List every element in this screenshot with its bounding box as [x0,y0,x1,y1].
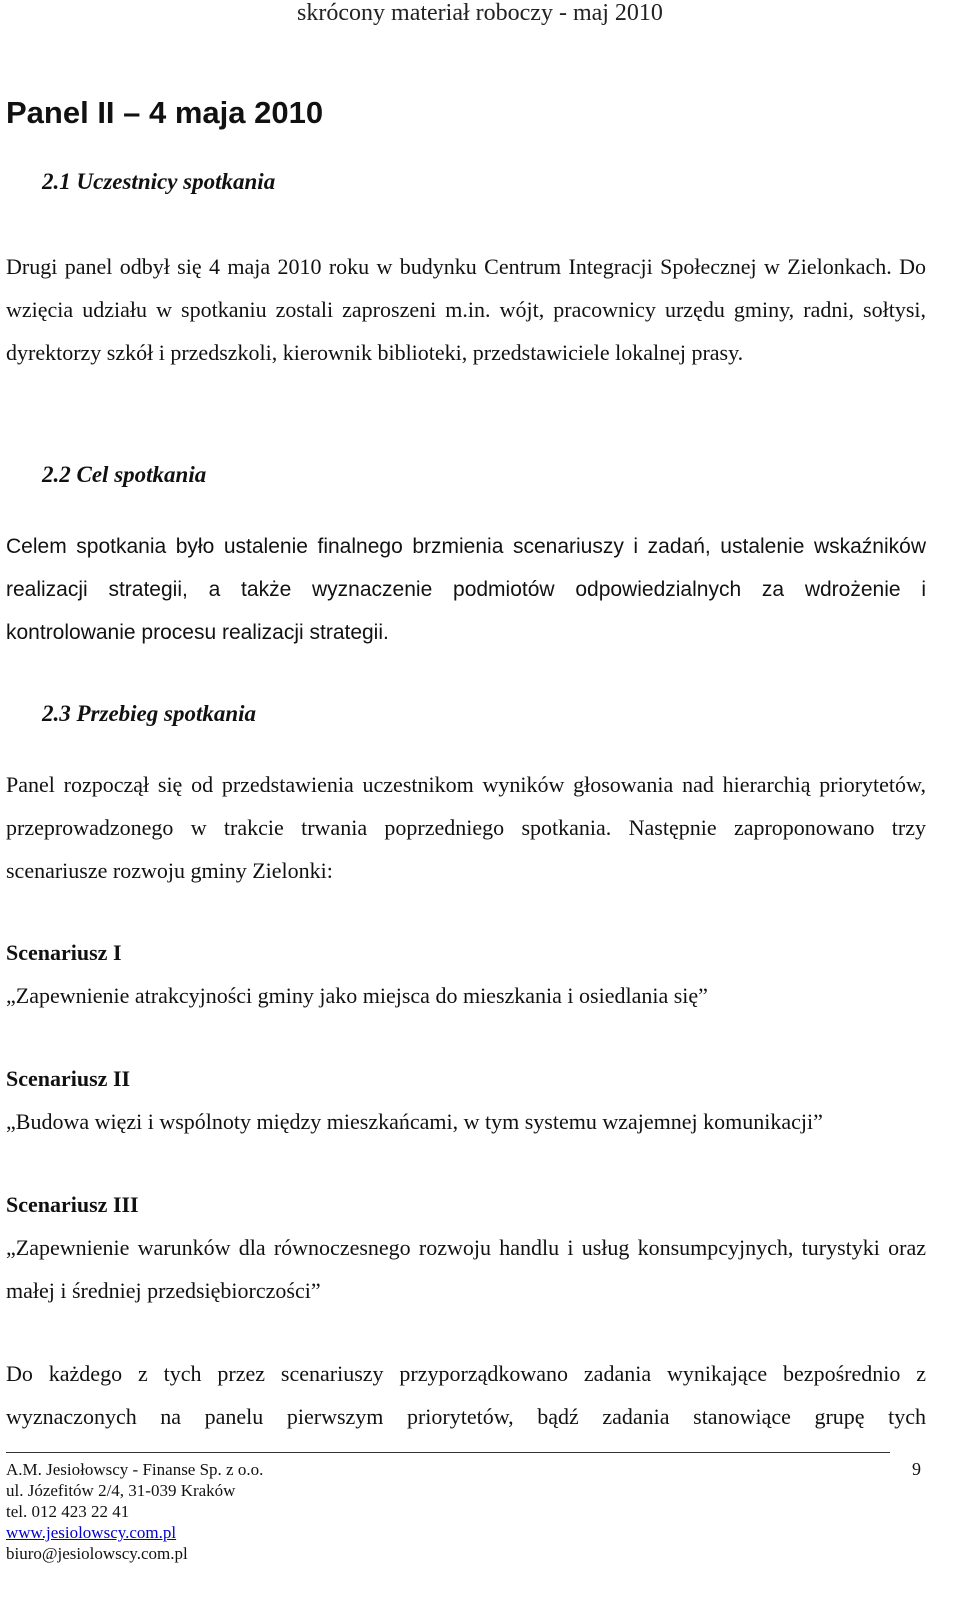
section-body-goal: Celem spotkania było ustalenie finalnego brzmienia scenariuszy i zadań, ustalenie wskaźników realizacji strategii, a także wyznaczenie podmiotów odpowiedzialnych za wdrożenie i kontrolowanie procesu realizacji strategii. [6,535,926,644]
section-heading-goal: 2.2 Cel spotkania [42,462,207,487]
page-number: 9 [912,1459,921,1479]
footer-address: ul. Józefitów 2/4, 31-039 Kraków [6,1481,236,1500]
page-title: Panel II – 4 maja 2010 [6,95,324,130]
footer-divider [6,1452,890,1453]
section-body-participants: Drugi panel odbył się 4 maja 2010 roku w budynku Centrum Integracji Społecznej w Zielonkach. Do wzięcia udziału w spotkaniu zostali zaproszeni m.in. wójt, pracownicy urzędu gminy, radni, sołtysi, dyrektorzy szkół i przedszkoli, kierownik biblioteki, przedstawiciele lokalnej prasy. [6,254,926,365]
footer-website-link[interactable]: www.jesiolowscy.com.pl [6,1523,177,1542]
scenario-2-label: Scenariusz II [6,1066,131,1091]
scenario-2-text: „Budowa więzi i wspólnoty między mieszkańcami, w tym systemu wzajemnej komunikacji” [6,1109,823,1134]
footer-email: biuro@jesiolowscy.com.pl [6,1544,188,1563]
section-heading-course: 2.3 Przebieg spotkania [42,701,257,726]
running-header: skrócony materiał roboczy - maj 2010 [297,0,663,26]
footer-phone: tel. 012 423 22 41 [6,1502,130,1521]
scenario-1-label: Scenariusz I [6,940,122,965]
footer [6,1459,263,1564]
footer-company: A.M. Jesiołowscy - Finanse Sp. z o.o. [6,1460,264,1479]
closing-paragraph: Do każdego z tych przez scenariuszy przyporządkowano zadania wynikające bezpośrednio z wyznaczonych na panelu pierwszym priorytetów, bądź zadania stanowiące grupę tych [6,1361,926,1429]
section-heading-participants: 2.1 Uczestnicy spotkania [42,169,276,194]
section-body-course: Panel rozpoczął się od przedstawienia uczestnikom wyników głosowania nad hierarchią priorytetów, przeprowadzonego w trakcie trwania poprzedniego spotkania. Następnie zaproponowano trzy scenariusze rozwoju gminy Zielonki: [6,772,926,883]
scenario-3-text: „Zapewnienie warunków dla równoczesnego rozwoju handlu i usług konsumpcyjnych, turystyki oraz małej i średniej przedsiębiorczości” [6,1235,926,1303]
scenario-3-label: Scenariusz III [6,1192,139,1217]
scenario-1-text: „Zapewnienie atrakcyjności gminy jako miejsca do mieszkania i osiedlania się” [6,983,708,1008]
